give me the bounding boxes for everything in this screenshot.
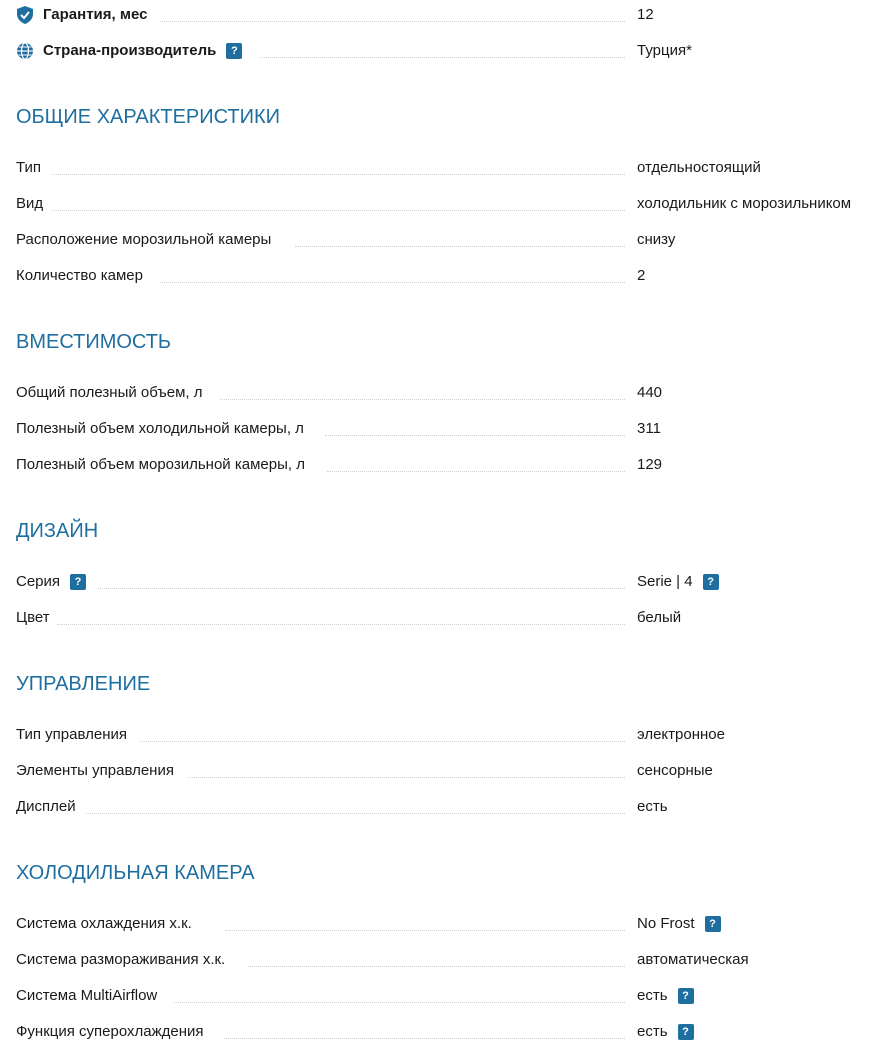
warranty-label: Гарантия, мес	[43, 6, 148, 23]
country-value: Турция*	[637, 42, 692, 59]
spec-label: Серия	[16, 573, 61, 590]
spec-label: Тип управления	[16, 723, 133, 747]
dotted-leader	[174, 1002, 625, 1003]
spec-label: Полезный объем холодильной камеры, л	[16, 417, 310, 441]
dotted-leader	[220, 399, 625, 400]
dotted-leader	[140, 741, 625, 742]
spec-row	[0, 948, 874, 972]
dotted-leader	[327, 471, 625, 472]
spec-value: холодильник с морозильником	[637, 195, 852, 212]
spec-value: 440	[637, 384, 663, 401]
help-button[interactable]: ?	[226, 43, 242, 59]
dotted-leader	[86, 813, 625, 814]
spec-value: снизу	[637, 231, 676, 248]
spec-value: 2	[637, 267, 646, 284]
spec-label: Тип	[16, 156, 47, 180]
spec-value: есть	[637, 987, 668, 1004]
spec-label: Система охлаждения х.к.	[16, 912, 198, 936]
spec-label: Элементы управления	[16, 759, 180, 783]
spec-row	[0, 570, 874, 594]
spec-row	[0, 264, 874, 288]
warranty-row	[0, 3, 874, 27]
country-row	[0, 39, 874, 63]
spec-label: Расположение морозильной камеры	[16, 228, 277, 252]
spec-label: Функция суперохлаждения	[16, 1020, 210, 1044]
shield-check-icon	[16, 6, 34, 24]
dotted-leader	[52, 210, 625, 211]
spec-row	[0, 912, 874, 936]
dotted-leader	[57, 624, 625, 625]
spec-row	[0, 759, 874, 783]
section-title-fridge: ХОЛОДИЛЬНАЯ КАМЕРА	[16, 862, 255, 884]
dotted-leader	[325, 435, 625, 436]
dotted-leader	[98, 588, 625, 589]
spec-value: есть	[637, 798, 668, 815]
spec-value: 129	[637, 456, 663, 473]
spec-label: Количество камер	[16, 264, 149, 288]
spec-value: No Frost	[637, 915, 695, 932]
country-label-wrap	[16, 39, 248, 63]
help-button[interactable]: ?	[705, 916, 721, 932]
spec-label: Общий полезный объем, л	[16, 381, 208, 405]
section-title-control: УПРАВЛЕНИЕ	[16, 673, 151, 695]
warranty-value: 12	[637, 6, 654, 23]
help-button[interactable]: ?	[678, 988, 694, 1004]
spec-label: Вид	[16, 192, 49, 216]
spec-value-wrap	[637, 1020, 694, 1044]
spec-row	[0, 228, 874, 252]
spec-label: Полезный объем морозильной камеры, л	[16, 453, 311, 477]
dotted-leader	[160, 282, 625, 283]
spec-row	[0, 606, 874, 630]
dotted-leader	[260, 57, 625, 58]
spec-row	[0, 192, 874, 216]
spec-row	[0, 795, 874, 819]
spec-label: Дисплей	[16, 795, 82, 819]
spec-label: Система MultiAirflow	[16, 984, 163, 1008]
dotted-leader	[188, 777, 625, 778]
spec-row	[0, 381, 874, 405]
dotted-leader	[248, 966, 625, 967]
warranty-label-wrap	[16, 3, 153, 27]
section-title-capacity: ВМЕСТИМОСТЬ	[16, 331, 172, 353]
section-title-general: ОБЩИЕ ХАРАКТЕРИСТИКИ	[16, 106, 281, 128]
dotted-leader	[224, 1038, 625, 1039]
spec-value: белый	[637, 609, 682, 626]
spec-value-wrap	[637, 912, 721, 936]
spec-row	[0, 156, 874, 180]
spec-value: Serie | 4	[637, 573, 693, 590]
dotted-leader	[225, 930, 625, 931]
help-button[interactable]: ?	[703, 574, 719, 590]
spec-row	[0, 984, 874, 1008]
spec-row	[0, 1020, 874, 1044]
spec-label: Система размораживания х.к.	[16, 948, 231, 972]
spec-value-wrap	[637, 570, 719, 594]
section-title-design: ДИЗАЙН	[16, 520, 99, 542]
country-label: Страна-производитель	[43, 42, 217, 59]
spec-value: автоматическая	[637, 951, 749, 968]
spec-row	[0, 723, 874, 747]
spec-label: Цвет	[16, 606, 56, 630]
spec-value-wrap	[637, 984, 694, 1008]
spec-value: отдельностоящий	[637, 159, 761, 176]
spec-label-wrap	[16, 570, 92, 594]
spec-row	[0, 453, 874, 477]
globe-icon	[16, 42, 34, 60]
help-button[interactable]: ?	[70, 574, 86, 590]
spec-value: 311	[637, 420, 661, 437]
dotted-leader	[160, 21, 625, 22]
help-button[interactable]: ?	[678, 1024, 694, 1040]
dotted-leader	[52, 174, 625, 175]
spec-row	[0, 417, 874, 441]
spec-value: есть	[637, 1023, 668, 1040]
dotted-leader	[295, 246, 625, 247]
spec-value: электронное	[637, 726, 725, 743]
spec-value: сенсорные	[637, 762, 713, 779]
